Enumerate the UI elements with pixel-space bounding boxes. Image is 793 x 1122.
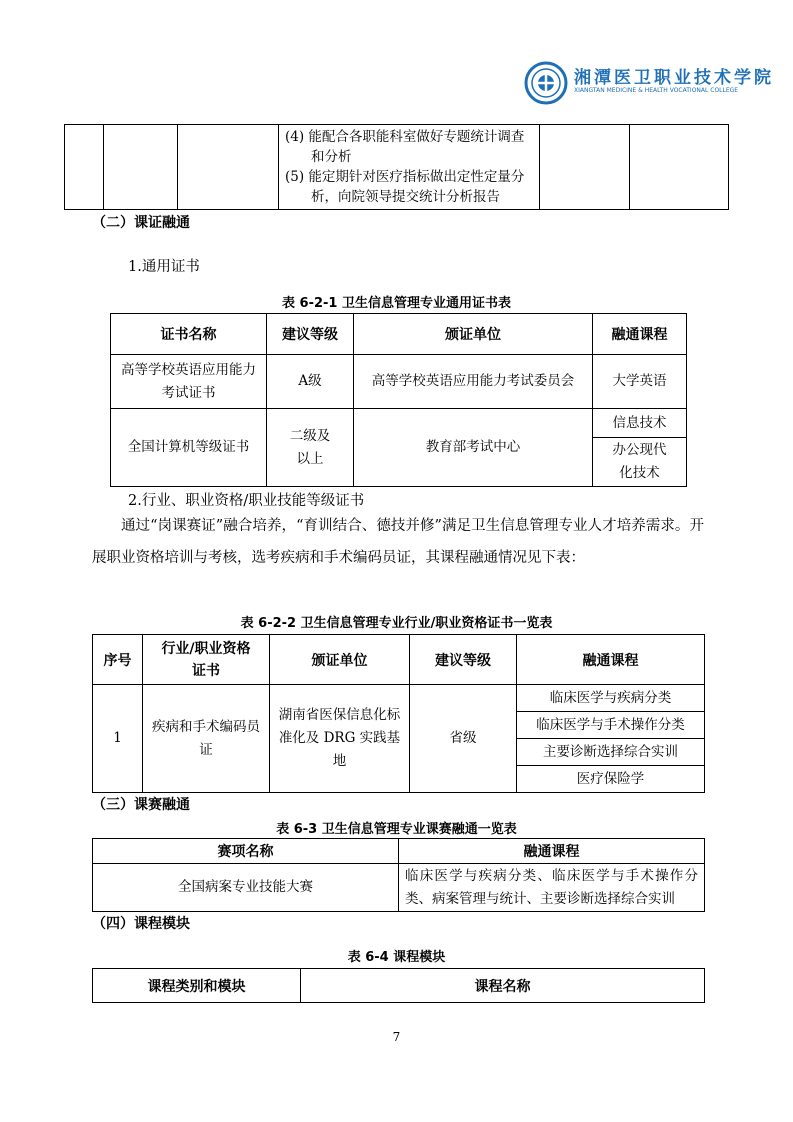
duty-list-cell xyxy=(279,125,540,210)
table-header: 序号 xyxy=(93,635,143,685)
linked-course: 大学英语 xyxy=(593,355,687,409)
certificate-level: 二级及以上 xyxy=(267,409,354,487)
row-index: 1 xyxy=(93,685,143,793)
section-heading: （四）课程模块 xyxy=(92,916,190,932)
certificate-issuer: 湖南省医保信息化标准化及 DRG 实践基地 xyxy=(270,685,410,793)
linked-course: 医疗保险学 xyxy=(576,770,645,787)
header-logo xyxy=(524,60,774,106)
empty-cell xyxy=(540,125,630,210)
empty-cell xyxy=(178,125,279,210)
linked-course-list xyxy=(517,685,705,793)
certificate-level: 省级 xyxy=(410,685,517,793)
qualification-certificate-table xyxy=(92,634,705,793)
course-module-table xyxy=(92,968,705,1003)
college-emblem-icon xyxy=(524,61,568,105)
empty-cell xyxy=(104,125,178,210)
body-paragraph: 通过“岗课赛证”融合培养，“育训结合、德技并修”满足卫生信息管理专业人才培养需求。开展职业资格培训与考核，选考疾病和手术编码员证，其课程融通情况见下表： xyxy=(92,518,704,566)
subsection-heading: 1.通用证书 xyxy=(128,259,200,275)
linked-courses: 临床医学与疾病分类、临床医学与手术操作分类、病案管理与统计、主要诊断选择综合实训 xyxy=(399,864,705,912)
contest-name: 全国病案专业技能大赛 xyxy=(93,864,399,912)
certificate-name: 疾病和手术编码员证 xyxy=(143,685,270,793)
linked-course: 主要诊断选择综合实训 xyxy=(517,739,704,766)
college-name-cn: 湘潭医卫职业技术学院 xyxy=(574,68,774,88)
empty-cell xyxy=(65,125,104,210)
table-header: 课程名称 xyxy=(301,969,705,1003)
linked-course: 信息技术 xyxy=(593,409,686,438)
linked-course: 临床医学与手术操作分类 xyxy=(517,712,704,739)
certificate-issuer: 教育部考试中心 xyxy=(354,409,593,487)
table-header: 证书名称 xyxy=(111,314,267,355)
table-header: 建议等级 xyxy=(410,635,517,685)
table-caption: 表 6-3 卫生信息管理专业课赛融通一览表 xyxy=(276,822,517,837)
certificate-name: 高等学校英语应用能力考试证书 xyxy=(111,355,267,409)
linked-course: 办公现代化技术 xyxy=(612,442,667,481)
subsection-heading: 2.行业、职业资格/职业技能等级证书 xyxy=(128,493,365,509)
page-number: 7 xyxy=(392,1030,401,1044)
table-header: 融通课程 xyxy=(593,314,687,355)
general-certificate-table xyxy=(110,313,687,487)
table-caption: 表 6-2-1 卫生信息管理专业通用证书表 xyxy=(282,296,511,311)
table-header: 融通课程 xyxy=(517,635,705,685)
duty-item: (5) 能定期针对医疗指标做出定性定量分析，向院领导提交统计分析报告 xyxy=(285,169,525,205)
linked-course: 临床医学与疾病分类 xyxy=(517,685,704,712)
section-heading: （二）课证融通 xyxy=(92,215,190,231)
table-header: 建议等级 xyxy=(267,314,354,355)
linked-course-list xyxy=(593,409,687,487)
table-header: 赛项名称 xyxy=(93,839,399,864)
table-header: 融通课程 xyxy=(399,839,705,864)
certificate-issuer: 高等学校英语应用能力考试委员会 xyxy=(354,355,593,409)
table-header: 颁证单位 xyxy=(270,635,410,685)
table-caption: 表 6-4 课程模块 xyxy=(347,950,446,965)
section-heading: （三）课赛融通 xyxy=(92,797,190,813)
empty-cell xyxy=(630,125,729,210)
college-name-en: XIANGTAN MEDICINE & HEALTH VOCATIONAL COLLEGE xyxy=(574,87,739,94)
table-header: 颁证单位 xyxy=(354,314,593,355)
table-header: 课程类别和模块 xyxy=(93,969,301,1003)
duty-item: (4) 能配合各职能科室做好专题统计调查和分析 xyxy=(285,129,525,165)
contest-integration-table xyxy=(92,838,705,912)
table-caption: 表 6-2-2 卫生信息管理专业行业/职业资格证书一览表 xyxy=(240,616,553,631)
top-continuation-table xyxy=(64,124,729,210)
table-header: 行业/职业资格证书 xyxy=(143,635,270,685)
certificate-name: 全国计算机等级证书 xyxy=(111,409,267,487)
certificate-level: A级 xyxy=(267,355,354,409)
